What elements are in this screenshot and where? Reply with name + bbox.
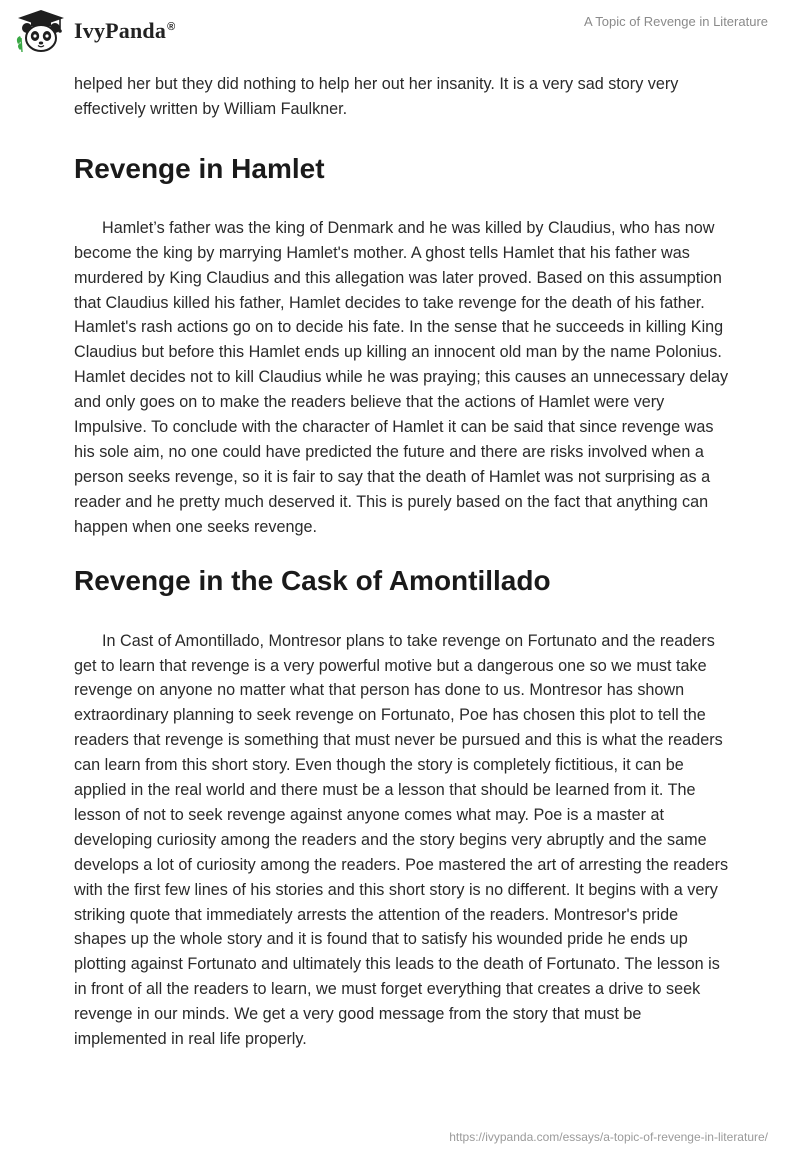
essay-content [74,72,734,1052]
ivypanda-logo[interactable] [14,8,175,54]
brand-name: IvyPanda® [74,18,176,43]
amontillado-paragraph: In Cast of Amontillado, Montresor plans to take revenge on Fortunato and the readers get to learn that revenge is a very powerful motive but a dangerous one so we must take revenge on anyone no matter what that person has done to us. Montresor has shown extraordinary planning to seek revenge on Fortunato, Poe has chosen this plot to tell the readers that revenge is something that must never be pursued and this is what the readers can learn from this short story. Even though the story is completely fictitious, it can be applied in the real world and there must be a lesson that should be learned from it. The lesson of not to seek revenge against anyone comes what may. Poe is a master at developing curiosity among the readers and the story begins very abruptly and the same develops a lot of curiosity among the readers. Poe mastered the art of arresting the readers with the first few lines of his stories and this short story is no different. It begins with a very striking quote that immediately arrests the attention of the readers. Montresor's pride shapes up the whole story and it is found that to satisfy his wounded pride he ends up plotting against Fortunato and ultimately this leads to the death of Fortunato. The lesson is in front of all the readers to learn, we must forget everything that creates a drive to seek revenge in our minds. We get a very good message from the story that must be implemented in real life properly. [74,631,729,1049]
registered-mark: ® [167,20,176,33]
page-header [0,0,800,62]
heading-revenge-in-hamlet: Revenge in Hamlet [74,152,325,184]
document-title: A Topic of Revenge in Literature [583,14,768,29]
intro-paragraph: helped her but they did nothing to help her out her insanity. It is a very sad story very effectively written by William Faulkner. [74,75,679,118]
panda-graduate-icon [14,8,68,54]
heading-revenge-in-cask-of-amontillado: Revenge in the Cask of Amontillado [74,564,551,596]
hamlet-paragraph: Hamlet’s father was the king of Denmark and he was killed by Claudius, who has now become the king by marrying Hamlet's mother. A ghost tells Hamlet that his father was murdered by King Claudius and this allegation was later proved. Based on this assumption that Claudius killed his father, Hamlet decides to take revenge for the death of his father. Hamlet's rash actions go on to decide his fate. In the sense that he succeeds in killing King Claudius but before this Hamlet ends up killing an innocent old man by the name Polonius. Hamlet decides not to kill Claudius while he was praying; this causes an unnecessary delay and only goes on to make the readers believe that the actions of Hamlet were very Impulsive. To conclude with the character of Hamlet it can be said that since revenge was his sole aim, no one could have predicted the future and there are risks involved when a person seeks revenge, so it is fair to say that the death of Hamlet was not surprising as a reader and he pretty much deserved it. This is purely based on the fact that anything can happen when one seeks revenge. [74,218,729,536]
source-url[interactable]: https://ivypanda.com/essays/a-topic-of-revenge-in-literature/ [449,1130,768,1144]
